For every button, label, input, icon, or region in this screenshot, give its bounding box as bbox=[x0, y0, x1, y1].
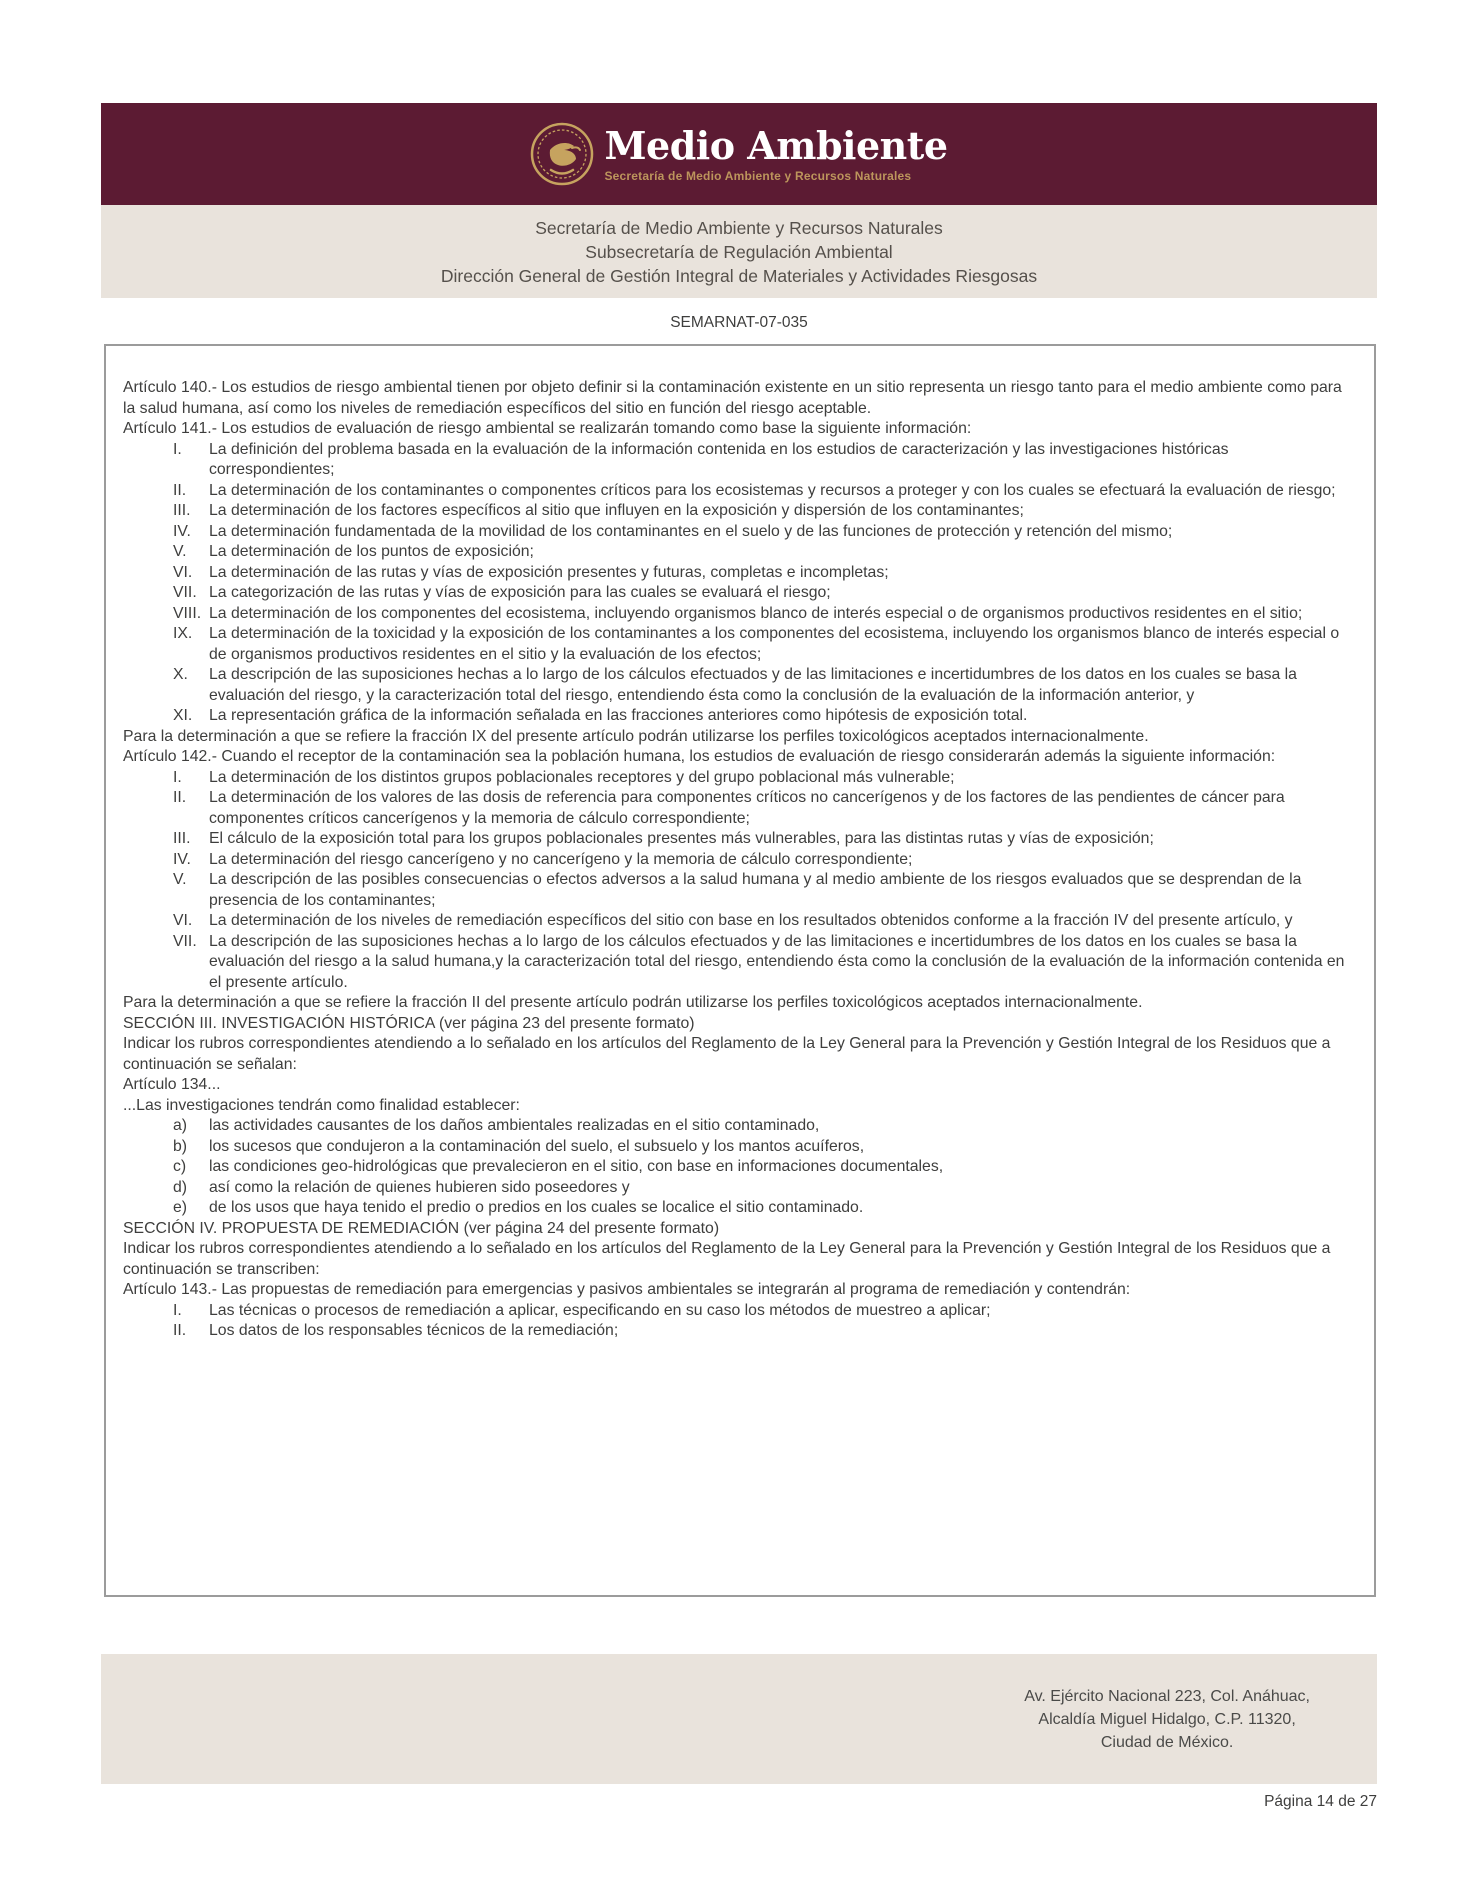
list-marker: V. bbox=[173, 871, 187, 888]
paragraph-indicar-rubros-iii: Indicar los rubros correspondientes atendiendo a lo señalado en los artículos del Reglamento de la Ley General para la Prevención y Gestión Integral de los Residuos que a continuación se señalan: bbox=[123, 1035, 1331, 1073]
list-item bbox=[173, 1321, 1358, 1342]
address-line-city: Ciudad de México. bbox=[1100, 1733, 1234, 1751]
semarnat-logo bbox=[530, 122, 947, 186]
list-item bbox=[173, 850, 1358, 871]
list-marker: III. bbox=[173, 502, 191, 519]
list-text: La determinación de los componentes del ecosistema, incluyendo organismos blanco de interés especial o de organismos productivos residentes en el sitio; bbox=[209, 604, 1303, 622]
list-marker: c) bbox=[173, 1158, 187, 1175]
list-marker: VI. bbox=[173, 912, 193, 929]
list-marker: VI. bbox=[173, 563, 193, 581]
list-text: La determinación de los factores específicos al sitio que influyen en la exposición y dispersión de los contaminantes; bbox=[209, 502, 1024, 519]
org-line-direccion: Dirección General de Gestión Integral de Materiales y Actividades Riesgosas bbox=[440, 265, 1038, 286]
roman-list-articulo-143 bbox=[173, 1301, 1358, 1342]
form-code: SEMARNAT-07-035 bbox=[670, 314, 808, 331]
list-marker: VII. bbox=[173, 932, 197, 950]
list-item bbox=[173, 563, 1358, 584]
list-marker: II. bbox=[173, 789, 187, 806]
logo-subtitle: Secretaría de Medio Ambiente y Recursos Naturales bbox=[604, 168, 912, 183]
list-marker: II. bbox=[173, 481, 187, 499]
list-text: La definición del problema basada en la evaluación de la información contenida en los estudios de caracterización y las investigaciones históricas correspondientes; bbox=[209, 440, 1229, 478]
document-box bbox=[104, 344, 1376, 1597]
list-text: Los datos de los responsables técnicos de la remediación; bbox=[209, 1322, 619, 1339]
list-marker: X. bbox=[173, 666, 188, 683]
list-item bbox=[173, 542, 1358, 563]
list-marker: b) bbox=[173, 1137, 188, 1155]
org-line-subsecretaria: Subsecretaría de Regulación Ambiental bbox=[585, 241, 893, 262]
paragraph-indicar-rubros-iv: Indicar los rubros correspondientes atendiendo a lo señalado en los artículos del Reglamento de la Ley General para la Prevención y Gestión Integral de los Residuos que a continuación se transcriben: bbox=[123, 1240, 1331, 1278]
list-item bbox=[173, 870, 1358, 911]
list-marker: VII. bbox=[173, 584, 197, 601]
logo-text bbox=[604, 122, 948, 183]
paragraph-articulo-143: Artículo 143.- Las propuestas de remediación para emergencias y pasivos ambientales se integrarán al programa de remediación y contendrán: bbox=[123, 1281, 1131, 1298]
list-marker: XI. bbox=[173, 707, 193, 724]
list-item bbox=[173, 768, 1358, 789]
org-line-secretaria: Secretaría de Medio Ambiente y Recursos Naturales bbox=[535, 217, 943, 238]
list-text: La determinación de las rutas y vías de exposición presentes y futuras, completas e incompletas; bbox=[209, 563, 889, 581]
list-text: los sucesos que condujeron a la contaminación del suelo, el subsuelo y los mantos acuíferos, bbox=[209, 1137, 865, 1155]
list-marker: IX. bbox=[173, 625, 193, 642]
page-indicator: Página 14 de 27 bbox=[1264, 1793, 1377, 1810]
list-text: La descripción de las posibles consecuencias o efectos adversos a la salud humana y al medio ambiente de los riesgos evaluados que se desprendan de la presencia de los contaminantes; bbox=[209, 871, 1302, 909]
list-text: El cálculo de la exposición total para los grupos poblacionales presentes más vulnerables, para las distintas rutas y vías de exposición; bbox=[209, 830, 1154, 847]
list-text: las condiciones geo-hidrológicas que prevalecieron en el sitio, con base en informaciones documentales, bbox=[209, 1158, 944, 1175]
list-text: La descripción de las suposiciones hechas a lo largo de los cálculos efectuados y de las limitaciones e incertidumbres de los datos en los cuales se basa la evaluación del riesgo, y la caracterización total del riesgo, entendiendo ésta como la conclusión de la evaluación de la información anterior, y bbox=[209, 666, 1297, 704]
list-marker: e) bbox=[173, 1199, 188, 1216]
list-item bbox=[173, 932, 1358, 994]
list-text: La determinación fundamentada de la movilidad de los contaminantes en el suelo y de las funciones de protección y retención del mismo; bbox=[209, 522, 1173, 540]
paragraph-nota-fraccion-ix: Para la determinación a que se refiere la fracción IX del presente artículo podrán utilizarse los perfiles toxicológicos aceptados internacionalmente. bbox=[123, 727, 1149, 745]
list-marker: I. bbox=[173, 768, 182, 786]
list-text: La determinación de los contaminantes o componentes críticos para los ecosistemas y recursos a proteger y con los cuales se efectuará la evaluación de riesgo; bbox=[209, 481, 1336, 499]
list-item bbox=[173, 1178, 1358, 1199]
list-marker: d) bbox=[173, 1178, 188, 1196]
section-heading-iii: SECCIÓN III. INVESTIGACIÓN HISTÓRICA (ver página 23 del presente formato) bbox=[123, 1014, 695, 1032]
list-text: La determinación del riesgo cancerígeno y no cancerígeno y la memoria de cálculo correspondiente; bbox=[209, 850, 913, 868]
list-text: La representación gráfica de la información señalada en las fracciones anteriores como hipótesis de exposición total. bbox=[209, 707, 1028, 724]
paragraph-nota-fraccion-ii: Para la determinación a que se refiere la fracción II del presente artículo podrán utilizarse los perfiles toxicológicos aceptados internacionalmente. bbox=[123, 994, 1143, 1011]
logo-title: Medio Ambiente bbox=[604, 122, 948, 168]
list-item bbox=[173, 1301, 1358, 1322]
list-text: Las técnicas o procesos de remediación a aplicar, especificando en su caso los métodos de muestreo a aplicar; bbox=[209, 1301, 991, 1319]
address-line-municipality: Alcaldía Miguel Hidalgo, C.P. 11320, bbox=[1038, 1710, 1296, 1728]
list-item bbox=[173, 706, 1358, 727]
list-item bbox=[173, 1116, 1358, 1137]
list-text: así como la relación de quienes hubieren sido poseedores y bbox=[209, 1178, 630, 1196]
list-marker: IV. bbox=[173, 522, 191, 540]
alpha-list-articulo-134 bbox=[173, 1116, 1358, 1219]
list-text: La determinación de los puntos de exposición; bbox=[209, 543, 534, 560]
list-item bbox=[173, 1137, 1358, 1158]
list-item bbox=[173, 604, 1358, 625]
list-marker: II. bbox=[173, 1322, 187, 1339]
list-item bbox=[173, 481, 1358, 502]
list-marker: VIII. bbox=[173, 604, 202, 622]
list-marker: V. bbox=[173, 543, 187, 560]
list-text: La determinación de los distintos grupos poblacionales receptores y del grupo poblacional más vulnerable; bbox=[209, 768, 955, 786]
list-item bbox=[173, 501, 1358, 522]
list-item bbox=[173, 522, 1358, 543]
list-text: La categorización de las rutas y vías de exposición para las cuales se evaluará el riesgo; bbox=[209, 584, 831, 601]
header-band bbox=[101, 103, 1377, 205]
list-item bbox=[173, 624, 1358, 665]
list-text: de los usos que haya tenido el predio o predios en los cuales se localice el sitio contaminado. bbox=[209, 1199, 864, 1216]
list-text: La determinación de los valores de las dosis de referencia para componentes críticos no cancerígenos y de los factores de las pendientes de cáncer para componentes críticos cancerígenos y la memoria de cálculo correspondiente; bbox=[209, 789, 1285, 827]
list-marker: I. bbox=[173, 1301, 182, 1319]
org-band bbox=[101, 205, 1377, 298]
section-heading-iv: SECCIÓN IV. PROPUESTA DE REMEDIACIÓN (ver página 24 del presente formato) bbox=[123, 1219, 720, 1237]
address-line-street: Av. Ejército Nacional 223, Col. Anáhuac, bbox=[1024, 1687, 1310, 1705]
list-marker: IV. bbox=[173, 850, 191, 868]
list-item bbox=[173, 1157, 1358, 1178]
list-marker: I. bbox=[173, 440, 182, 458]
roman-list-articulo-141 bbox=[173, 440, 1358, 727]
list-item bbox=[173, 829, 1358, 850]
footer-address bbox=[1024, 1685, 1310, 1754]
list-item bbox=[173, 440, 1358, 481]
list-item bbox=[173, 665, 1358, 706]
list-item bbox=[173, 583, 1358, 604]
list-text: las actividades causantes de los daños ambientales realizadas en el sitio contaminado, bbox=[209, 1117, 820, 1134]
list-text: La descripción de las suposiciones hechas a lo largo de los cálculos efectuados y de las limitaciones e incertidumbres de los datos en los cuales se basa la evaluación del riesgo a la salud humana,y la caracterización total del riesgo, entendiendo ésta como la conclusión de la evaluación de la información contenida en el presente artículo. bbox=[209, 932, 1345, 991]
paragraph-articulo-134: Artículo 134... bbox=[123, 1076, 221, 1093]
roman-list-articulo-142 bbox=[173, 768, 1358, 994]
list-text: La determinación de la toxicidad y la exposición de los contaminantes a los componentes del ecosistema, incluyendo los organismos blanco de interés especial o de organismos productivos residentes en el sitio y la evaluación de los efectos; bbox=[209, 625, 1340, 663]
list-text: La determinación de los niveles de remediación específicos del sitio con base en los resultados obtenidos conforme a la fracción IV del presente artículo, y bbox=[209, 912, 1293, 929]
list-item bbox=[173, 1198, 1358, 1219]
paragraph-articulo-142: Artículo 142.- Cuando el receptor de la contaminación sea la población humana, los estudios de evaluación de riesgo considerarán además la siguiente información: bbox=[123, 748, 1276, 765]
list-item bbox=[173, 911, 1358, 932]
paragraph-investigaciones-finalidad: ...Las investigaciones tendrán como finalidad establecer: bbox=[123, 1096, 520, 1114]
list-item bbox=[173, 788, 1358, 829]
list-marker: a) bbox=[173, 1117, 188, 1134]
list-marker: III. bbox=[173, 830, 191, 847]
national-emblem-icon bbox=[530, 122, 594, 186]
paragraph-articulo-140: Artículo 140.- Los estudios de riesgo ambiental tienen por objeto definir si la contaminación existente en un sitio representa un riesgo tanto para el medio ambiente como para la salud humana, así como los niveles de remediación específicos del sitio en función del riesgo aceptable. bbox=[123, 379, 1342, 417]
paragraph-articulo-141: Artículo 141.- Los estudios de evaluación de riesgo ambiental se realizarán tomando como base la siguiente información: bbox=[123, 420, 972, 437]
footer-band bbox=[101, 1654, 1377, 1784]
